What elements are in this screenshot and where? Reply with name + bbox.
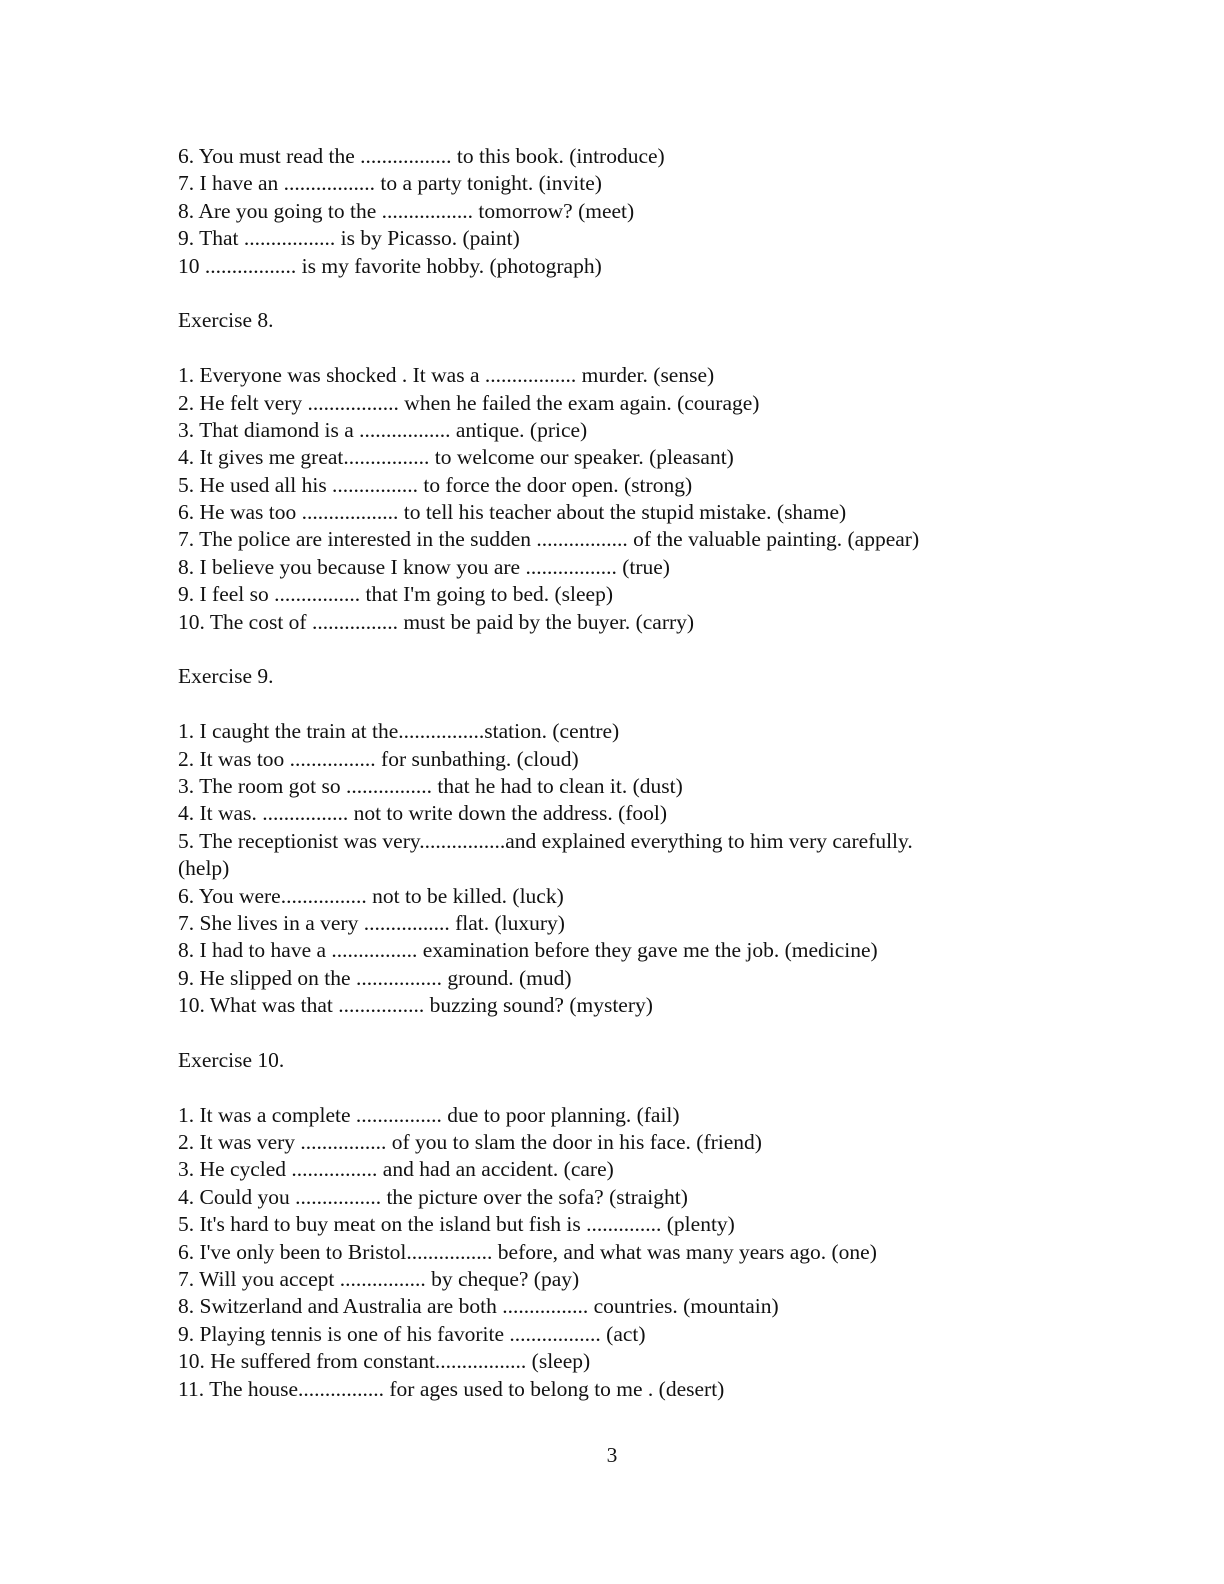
exercise-8 bbox=[178, 307, 1028, 636]
list-item: 3. He cycled ................ and had an accident. (care) bbox=[178, 1157, 614, 1182]
list-item: 9. I feel so ................ that I'm going to bed. (sleep) bbox=[178, 582, 613, 607]
list-item: 2. It was too ................ for sunbathing. (cloud) bbox=[178, 746, 579, 771]
list-item: 5. He used all his ................ to force the door open. (strong) bbox=[178, 472, 693, 497]
list-item: 9. Playing tennis is one of his favorite ................. (act) bbox=[178, 1321, 646, 1346]
list-item: 8. Are you going to the ................. tomorrow? (meet) bbox=[178, 198, 635, 223]
list-item: 1. I caught the train at the................station. (centre) bbox=[178, 719, 620, 744]
list-item: 1. It was a complete ................ due to poor planning. (fail) bbox=[178, 1102, 680, 1127]
list-item: 9. That ................. is by Picasso. (paint) bbox=[178, 226, 520, 251]
list-item: 2. It was very ................ of you to slam the door in his face. (friend) bbox=[178, 1130, 762, 1155]
list-item: 10. He suffered from constant................. (sleep) bbox=[178, 1349, 591, 1374]
list-item: 11. The house................ for ages used to belong to me . (desert) bbox=[178, 1376, 725, 1401]
exercise-title: Exercise 8. bbox=[178, 308, 274, 333]
list-item: 8. I believe you because I know you are ................. (true) bbox=[178, 554, 670, 579]
list-item: (help) bbox=[178, 856, 230, 881]
list-item: 6. I've only been to Bristol................ before, and what was many years ago. (one) bbox=[178, 1239, 877, 1264]
list-item: 4. It was. ................ not to write down the address. (fool) bbox=[178, 801, 668, 826]
document-body bbox=[178, 143, 1028, 1403]
list-item: 3. That diamond is a ................. antique. (price) bbox=[178, 417, 588, 442]
exercise-10 bbox=[178, 1047, 1028, 1403]
list-item: 2. He felt very ................. when he failed the exam again. (courage) bbox=[178, 390, 760, 415]
exercise-9 bbox=[178, 663, 1028, 1019]
list-item: 8. Switzerland and Australia are both ................ countries. (mountain) bbox=[178, 1294, 779, 1319]
list-item: 5. It's hard to buy meat on the island but fish is .............. (plenty) bbox=[178, 1212, 735, 1237]
list-item: 4. Could you ................ the picture over the sofa? (straight) bbox=[178, 1184, 688, 1209]
list-item: 7. She lives in a very ................ flat. (luxury) bbox=[178, 910, 565, 935]
list-item: 6. You were................ not to be killed. (luck) bbox=[178, 883, 564, 908]
exercise-title: Exercise 10. bbox=[178, 1047, 285, 1072]
list-item: 10. What was that ................ buzzing sound? (mystery) bbox=[178, 993, 653, 1018]
list-item: 5. The receptionist was very................and explained everything to him very carefully. bbox=[178, 828, 913, 853]
list-item: 7. The police are interested in the sudden ................. of the valuable painting. (appear) bbox=[178, 527, 920, 552]
list-item: 7. I have an ................. to a party tonight. (invite) bbox=[178, 171, 602, 196]
list-item: 8. I had to have a ................ examination before they gave me the job. (medicine) bbox=[178, 938, 878, 963]
list-item: 10. The cost of ................ must be paid by the buyer. (carry) bbox=[178, 609, 695, 634]
list-item: 6. You must read the ................. to this book. (introduce) bbox=[178, 144, 665, 168]
list-item: 4. It gives me great................ to welcome our speaker. (pleasant) bbox=[178, 445, 734, 470]
list-item: 6. He was too .................. to tell his teacher about the stupid mistake. (shame) bbox=[178, 500, 847, 525]
exercise-7-continued bbox=[178, 143, 1028, 280]
list-item: 10 ................. is my favorite hobby. (photograph) bbox=[178, 253, 602, 278]
list-item: 1. Everyone was shocked . It was a ................. murder. (sense) bbox=[178, 363, 715, 388]
list-item: 9. He slipped on the ................ ground. (mud) bbox=[178, 965, 572, 990]
exercise-title: Exercise 9. bbox=[178, 664, 274, 689]
page-number: 3 bbox=[606, 1443, 618, 1467]
list-item: 7. Will you accept ................ by cheque? (pay) bbox=[178, 1267, 580, 1292]
list-item: 3. The room got so ................ that he had to clean it. (dust) bbox=[178, 773, 683, 798]
